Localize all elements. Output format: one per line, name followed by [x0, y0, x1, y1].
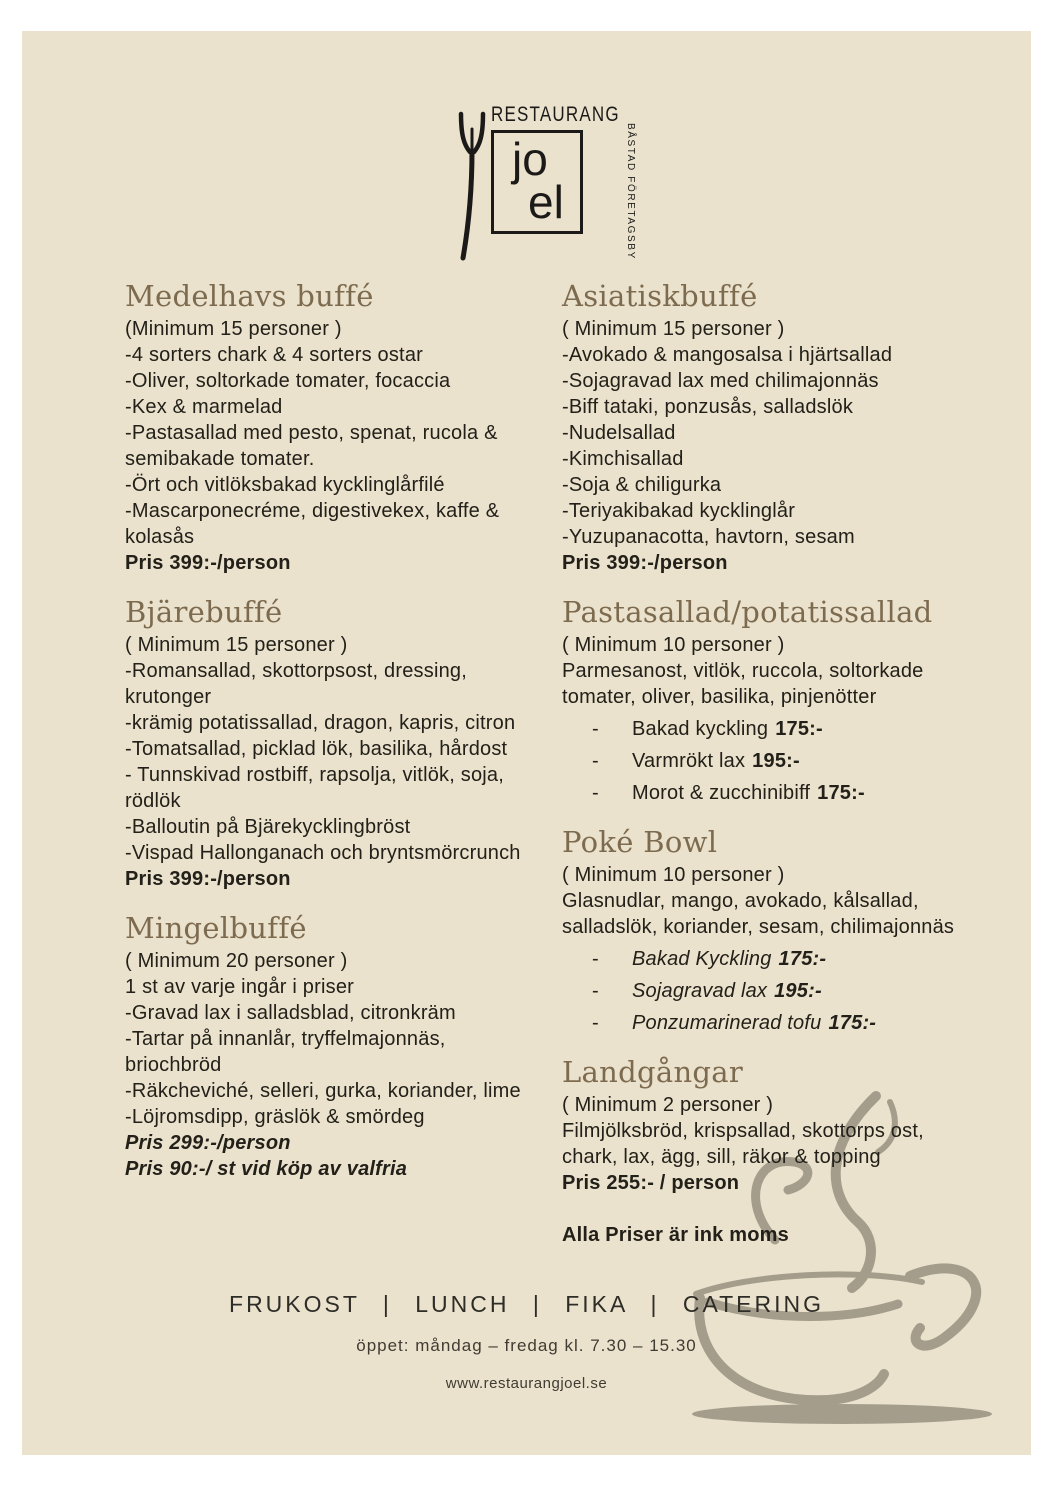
section-medelhavs-buffe: [125, 279, 543, 576]
option-name: Varmrökt lax: [632, 750, 746, 772]
section-subtitle: (Minimum 15 personer ): [125, 318, 342, 340]
logo-side-text: BÅSTAD FÖRETAGSBY: [624, 123, 636, 260]
menu-item: -Avokado & mangosalsa i hjärtsallad: [562, 344, 893, 366]
menu-item: -Balloutin på Bjärekycklingbröst: [125, 816, 411, 838]
menu-item: 1 st av varje ingår i priser: [125, 976, 355, 998]
footer-opening-hours: öppet: måndag – fredag kl. 7.30 – 15.30: [356, 1336, 697, 1355]
section-title: Pastasallad/potatissallad: [562, 595, 933, 629]
section-subtitle: ( Minimum 20 personer ): [125, 950, 348, 972]
section-subtitle: ( Minimum 10 personer ): [562, 864, 785, 886]
option-bullet: -: [592, 948, 599, 970]
section-intro: Filmjölksbröd, krispsallad, skottorps ost, chark, lax, ägg, sill, räkor & topping: [562, 1120, 924, 1168]
section-intro: Glasnudlar, mango, avokado, kålsallad, salladslök, koriander, sesam, chilimajonnäs: [562, 890, 955, 938]
section-title: Landgångar: [562, 1055, 744, 1089]
footer-website: www.restaurangjoel.se: [445, 1375, 608, 1392]
menu-item: -Kex & marmelad: [125, 396, 283, 418]
option-bullet: -: [592, 750, 599, 772]
menu-item: -Gravad lax i salladsblad, citronkräm: [125, 1002, 456, 1024]
section-subtitle: ( Minimum 15 personer ): [562, 318, 785, 340]
menu-column-right: [562, 279, 974, 1267]
footer-services: FRUKOST | LUNCH | FIKA | CATERING: [229, 1291, 824, 1317]
section-price: Pris 299:-/person: [125, 1132, 291, 1154]
menu-page: [22, 31, 1031, 1455]
section-pastasallad-potatissallad: [562, 595, 974, 806]
option-name: Ponzumarinerad tofu: [632, 1012, 822, 1034]
fork-icon: [454, 111, 488, 261]
section-title: Mingelbuffé: [125, 911, 307, 945]
section-subtitle: ( Minimum 15 personer ): [125, 634, 348, 656]
section-price: Pris 255:- / person: [562, 1172, 740, 1194]
section-subtitle: ( Minimum 10 personer ): [562, 634, 785, 656]
menu-item: -Sojagravad lax med chilimajonnäs: [562, 370, 879, 392]
vat-note: Alla Priser är ink moms: [562, 1224, 789, 1246]
option-name: Bakad Kyckling: [632, 948, 772, 970]
option-bullet: -: [592, 782, 599, 804]
menu-option: [562, 978, 974, 1004]
menu-item: -Tartar på innanlår, tryffelmajonnäs, briochbröd: [125, 1028, 446, 1076]
menu-option: [562, 946, 974, 972]
section-intro: Parmesanost, vitlök, ruccola, soltorkade tomater, oliver, basilika, pinjenötter: [562, 660, 924, 708]
section-title: Poké Bowl: [562, 825, 718, 859]
menu-item: -Ört och vitlöksbakad kycklinglårfilé: [125, 474, 445, 496]
menu-option: [562, 748, 974, 774]
option-name: Morot & zucchinibiff: [632, 782, 811, 804]
menu-item: -4 sorters chark & 4 sorters ostar: [125, 344, 424, 366]
section-price: Pris 90:-/ st vid köp av valfria: [125, 1158, 408, 1180]
logo-el-text: el: [528, 176, 564, 228]
menu-option: [562, 1010, 974, 1036]
menu-item: -Teriyakibakad kycklinglår: [562, 500, 796, 522]
section-subtitle: ( Minimum 2 personer ): [562, 1094, 774, 1116]
menu-item: -Soja & chiligurka: [562, 474, 722, 496]
menu-item: -Tomatsallad, picklad lök, basilika, hårdost: [125, 738, 508, 760]
menu-item: -Räkcheviché, selleri, gurka, koriander, lime: [125, 1080, 521, 1102]
menu-item: -Mascarponecréme, digestivekex, kaffe & kolasås: [125, 500, 500, 548]
menu-item: -Biff tataki, ponzusås, salladslök: [562, 396, 854, 418]
restaurant-logo: [454, 102, 636, 261]
option-name: Sojagravad lax: [632, 980, 768, 1002]
logo-jo-text: jo: [512, 133, 548, 185]
option-price: 195:-: [752, 750, 800, 772]
menu-item: -krämig potatissallad, dragon, kapris, citron: [125, 712, 516, 734]
section-mingelbuffe: [125, 911, 543, 1182]
logo-main: [491, 102, 620, 261]
section-price: Pris 399:-/person: [125, 868, 291, 890]
menu-item: -Yuzupanacotta, havtorn, sesam: [562, 526, 855, 548]
section-price: Pris 399:-/person: [125, 552, 291, 574]
menu-item: -Pastasallad med pesto, spenat, rucola & semibakade tomater.: [125, 422, 498, 470]
option-price: 175:-: [775, 718, 823, 740]
menu-item: -Kimchisallad: [562, 448, 684, 470]
section-title: Medelhavs buffé: [125, 279, 374, 313]
option-bullet: -: [592, 718, 599, 740]
menu-item: -Nudelsallad: [562, 422, 676, 444]
option-price: 175:-: [778, 948, 827, 970]
section-title: Asiatiskbuffé: [562, 279, 758, 313]
menu-item: - Tunnskivad rostbiff, rapsolja, vitlök, soja, rödlök: [125, 764, 504, 812]
menu-option: [562, 780, 974, 806]
option-price: 175:-: [817, 782, 865, 804]
section-poke-bowl: [562, 825, 974, 1036]
option-name: Bakad kyckling: [632, 718, 769, 740]
option-price: 195:-: [774, 980, 822, 1002]
section-title: Bjärebuffé: [125, 595, 283, 629]
section-price: Pris 399:-/person: [562, 552, 728, 574]
menu-option: [562, 716, 974, 742]
option-price: 175:-: [828, 1012, 877, 1034]
option-bullet: -: [592, 980, 599, 1002]
menu-item: -Oliver, soltorkade tomater, focaccia: [125, 370, 451, 392]
saucer-shape: [692, 1404, 992, 1424]
menu-item: -Löjromsdipp, gräslök & smördeg: [125, 1106, 425, 1128]
section-landgangar: [562, 1055, 974, 1248]
section-bjarebuffe: [125, 595, 543, 892]
menu-column-left: [125, 279, 543, 1201]
menu-item: -Romansallad, skottorpsost, dressing, krutonger: [125, 660, 467, 708]
section-asiatiskbuffe: [562, 279, 974, 576]
menu-item: -Vispad Hallonganach och bryntsmörcrunch: [125, 842, 521, 864]
logo-box: [491, 130, 583, 234]
option-bullet: -: [592, 1012, 599, 1034]
logo-restaurang-text: RESTAURANG: [491, 102, 620, 126]
